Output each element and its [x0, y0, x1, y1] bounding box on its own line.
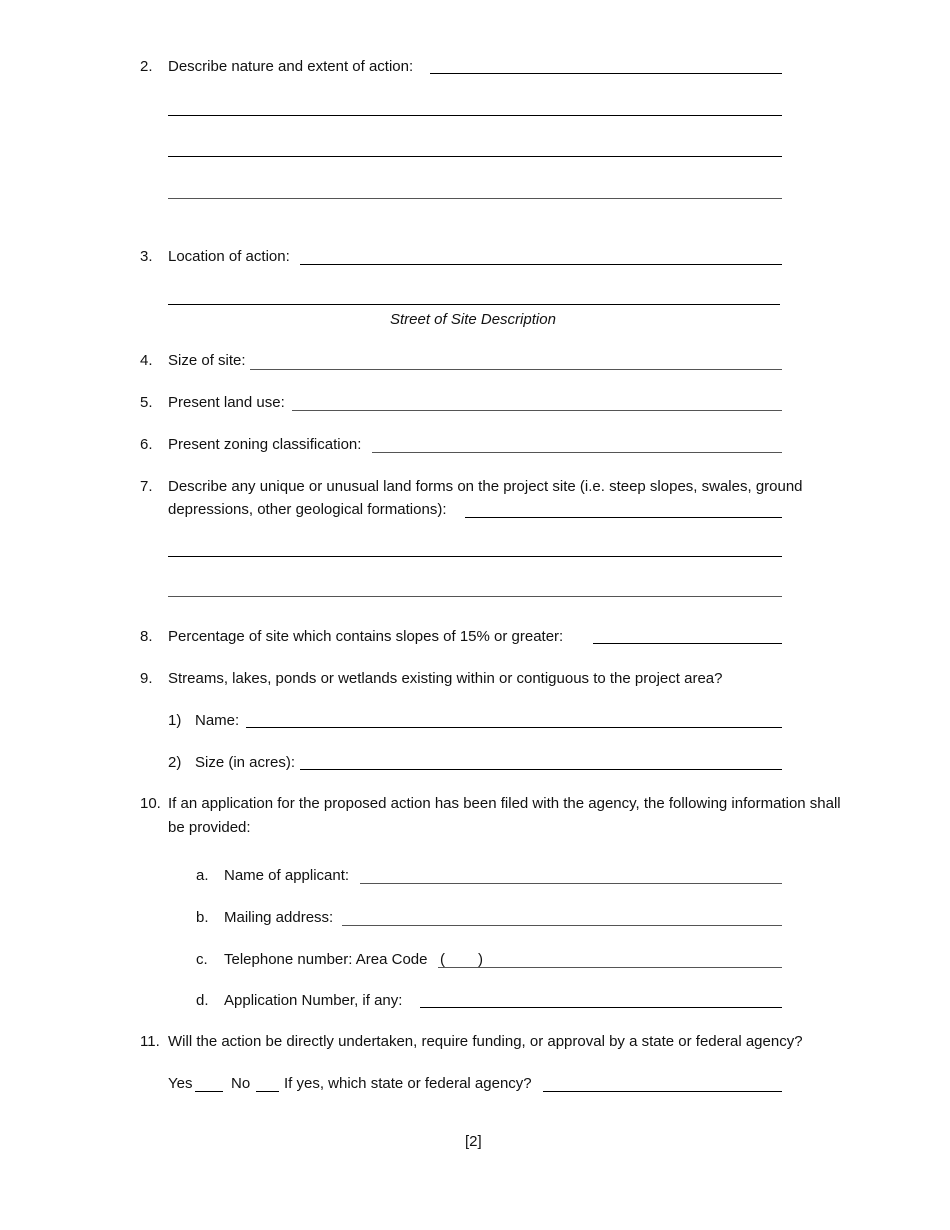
q5-number: 5. [140, 394, 153, 411]
q11-agency-field-line[interactable] [543, 1091, 782, 1092]
q2-field-line3[interactable] [168, 156, 782, 157]
q9-sub1-label: Name: [195, 712, 240, 729]
q5-field-line[interactable] [292, 410, 782, 411]
page-number: [2] [465, 1133, 482, 1150]
q9-label: Streams, lakes, ponds or wetlands existing within or contiguous to the project area? [168, 670, 723, 687]
q11-yes-blank[interactable] [195, 1091, 223, 1092]
q9-sub2-number: 2) [168, 754, 182, 771]
q7-field-line2[interactable] [168, 556, 782, 557]
q10c-field-line[interactable] [438, 967, 782, 968]
q3-field-line1[interactable] [300, 264, 782, 265]
q9-sub2-label: Size (in acres): [195, 754, 296, 771]
q3-label: Location of action: [168, 248, 290, 265]
q10b-field-line[interactable] [342, 925, 782, 926]
q8-number: 8. [140, 628, 153, 645]
q7-number: 7. [140, 478, 153, 495]
q11-yes-label: Yes [168, 1075, 193, 1092]
q2-field-line1[interactable] [430, 73, 782, 74]
q10d-letter: d. [196, 992, 209, 1009]
q10-text-line1: If an application for the proposed action has been filed with the agency, the following information shall [168, 795, 841, 812]
q11-no-label: No [231, 1075, 251, 1092]
q11-no-blank[interactable] [256, 1091, 279, 1092]
q9-size-field-line[interactable] [300, 769, 782, 770]
q4-number: 4. [140, 352, 153, 369]
q10c-paren-open: ( [440, 951, 445, 968]
q10d-field-line[interactable] [420, 1007, 782, 1008]
q2-number: 2. [140, 58, 153, 75]
q2-field-line2[interactable] [168, 115, 782, 116]
q4-label: Size of site: [168, 352, 246, 369]
q6-label: Present zoning classification: [168, 436, 362, 453]
q10d-label: Application Number, if any: [224, 992, 403, 1009]
q7-field-line3[interactable] [168, 596, 782, 597]
q8-field-line[interactable] [593, 643, 782, 644]
q9-name-field-line[interactable] [246, 727, 782, 728]
q3-field-line2[interactable] [168, 304, 780, 305]
q10b-label: Mailing address: [224, 909, 334, 926]
q8-label: Percentage of site which contains slopes of 15% or greater: [168, 628, 564, 645]
q10b-letter: b. [196, 909, 209, 926]
q7-text-line1: Describe any unique or unusual land forms on the project site (i.e. steep slopes, swales, ground [168, 478, 803, 495]
q10a-label: Name of applicant: [224, 867, 350, 884]
q3-number: 3. [140, 248, 153, 265]
q4-field-line[interactable] [250, 369, 782, 370]
q9-sub1-number: 1) [168, 712, 182, 729]
q10-number: 10. [140, 795, 161, 812]
q7-field-line1[interactable] [465, 517, 782, 518]
q6-number: 6. [140, 436, 153, 453]
q5-label: Present land use: [168, 394, 285, 411]
q10-text-line2: be provided: [168, 819, 251, 836]
q11-label: Will the action be directly undertaken, require funding, or approval by a state or federal agency? [168, 1033, 803, 1050]
q11-which-label: If yes, which state or federal agency? [284, 1075, 532, 1092]
q6-field-line[interactable] [372, 452, 782, 453]
q10a-letter: a. [196, 867, 209, 884]
q9-number: 9. [140, 670, 153, 687]
q2-field-line4[interactable] [168, 198, 782, 199]
q10a-field-line[interactable] [360, 883, 782, 884]
q3-caption: Street of Site Description [390, 311, 556, 328]
q10c-paren-close: ) [478, 951, 483, 968]
q11-number: 11. [140, 1033, 160, 1050]
q10c-letter: c. [196, 951, 208, 968]
q10c-label: Telephone number: Area Code [224, 951, 428, 968]
q2-label: Describe nature and extent of action: [168, 58, 414, 75]
q7-text-line2: depressions, other geological formations): [168, 501, 447, 518]
